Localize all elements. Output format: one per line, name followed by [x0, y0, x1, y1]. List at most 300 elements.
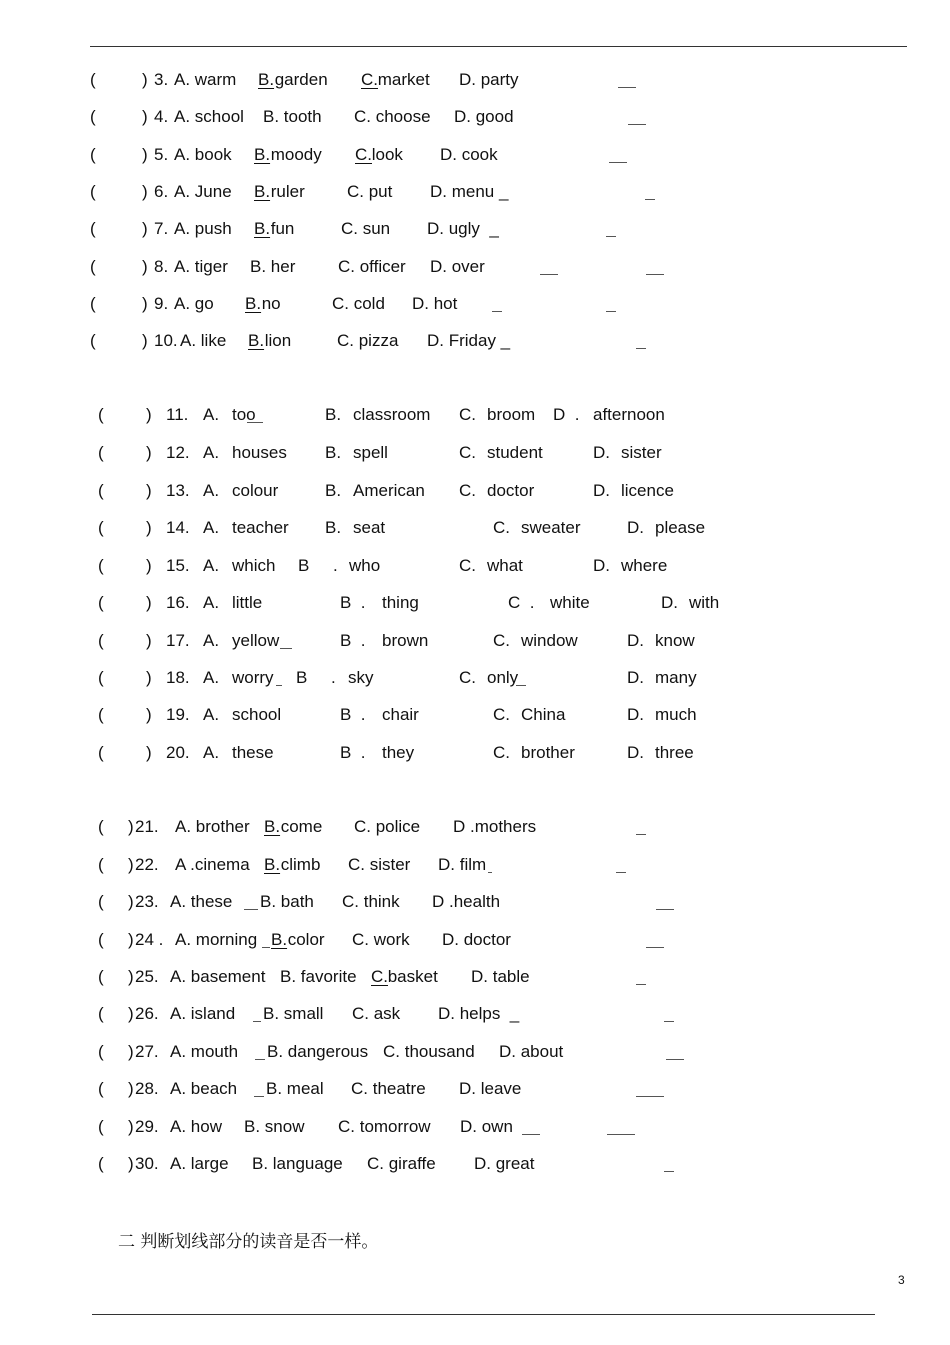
question-number: 8. — [154, 257, 169, 276]
question-number: 7. — [154, 219, 169, 238]
option-text: window — [521, 631, 578, 650]
option-text: B. — [325, 405, 342, 424]
answer-paren-close: ) — [146, 631, 152, 650]
option-text: brown — [382, 631, 429, 650]
answer-paren-open: ( — [90, 219, 96, 238]
option-text: C. — [493, 705, 510, 724]
option-text: A. — [203, 481, 220, 500]
option-text: chair — [382, 705, 419, 724]
answer-paren-close: ) — [146, 743, 152, 762]
answer-paren-close: ) — [142, 182, 148, 201]
question-number: 13. — [166, 481, 190, 500]
answer-blank-line — [628, 124, 646, 125]
option-text: A. — [203, 631, 220, 650]
option-text: C. sister — [348, 855, 411, 874]
option-text: B. — [254, 219, 271, 238]
option-text: A. — [203, 556, 220, 575]
option-text: D. cook — [440, 145, 498, 164]
option-text: come — [276, 817, 323, 836]
option-text: A. mouth — [170, 1042, 239, 1061]
option-text: C. — [493, 743, 510, 762]
question-row — [0, 69, 950, 91]
question-row — [0, 891, 950, 913]
option-text: B . — [298, 556, 338, 575]
option-text: A. morning — [175, 930, 258, 949]
option-text: D. — [593, 443, 610, 462]
answer-blank-line — [618, 87, 636, 88]
answer-paren-open: ( — [98, 481, 104, 500]
answer-paren-close: ) — [128, 1004, 134, 1023]
option-text: A. — [203, 443, 220, 462]
answer-blank-line — [606, 236, 616, 237]
option-text: A. tiger — [174, 257, 228, 276]
answer-paren-close: ) — [146, 593, 152, 612]
option-text: they — [382, 743, 415, 762]
option-text: broom — [487, 405, 536, 424]
option-text: yellow — [232, 631, 280, 650]
answer-paren-open: ( — [98, 405, 104, 424]
question-number: 24 . — [135, 930, 164, 949]
answer-paren-open: ( — [98, 743, 104, 762]
option-text: C. — [459, 443, 476, 462]
option-text: D. — [627, 705, 644, 724]
option-text: D. party — [459, 70, 519, 89]
answer-blank-line — [488, 872, 492, 873]
option-text: A. — [203, 668, 220, 687]
answer-paren-open: ( — [98, 1117, 104, 1136]
question-number: 4. — [154, 107, 169, 126]
question-number: 6. — [154, 182, 169, 201]
answer-paren-open: ( — [90, 145, 96, 164]
answer-paren-open: ( — [98, 892, 104, 911]
answer-blank-line — [609, 162, 627, 163]
answer-paren-open: ( — [98, 817, 104, 836]
answer-blank-line — [646, 947, 664, 948]
answer-paren-close: ) — [128, 1079, 134, 1098]
option-text: A. June — [174, 182, 232, 201]
option-text: D. leave — [459, 1079, 522, 1098]
question-row — [0, 517, 950, 539]
option-text: A. like — [180, 331, 227, 350]
question-number: 19. — [166, 705, 190, 724]
option-text: C. police — [354, 817, 421, 836]
question-number: 3. — [154, 70, 169, 89]
answer-paren-open: ( — [98, 1079, 104, 1098]
answer-paren-open: ( — [98, 855, 104, 874]
option-text: lion — [260, 331, 292, 350]
option-text: A. push — [174, 219, 232, 238]
question-number: 27. — [135, 1042, 159, 1061]
option-text: D. — [627, 668, 644, 687]
option-text: C. — [459, 556, 476, 575]
option-text: look — [367, 145, 403, 164]
option-text: C. — [493, 631, 510, 650]
answer-paren-open: ( — [98, 705, 104, 724]
option-text: B. bath — [260, 892, 314, 911]
question-number: 9. — [154, 294, 169, 313]
answer-paren-close: ) — [142, 145, 148, 164]
option-text: C. tomorrow — [338, 1117, 431, 1136]
option-text: C. — [355, 145, 372, 164]
answer-paren-open: ( — [90, 257, 96, 276]
answer-paren-open: ( — [90, 182, 96, 201]
option-text: B. snow — [244, 1117, 305, 1136]
question-row — [0, 1041, 950, 1063]
question-number: 21. — [135, 817, 159, 836]
option-text: fun — [266, 219, 295, 238]
question-number: 17. — [166, 631, 190, 650]
question-number: 18. — [166, 668, 190, 687]
option-text: A. — [203, 593, 220, 612]
answer-paren-close: ) — [146, 481, 152, 500]
option-text: C. ask — [352, 1004, 401, 1023]
option-text: no — [257, 294, 281, 313]
question-row — [0, 480, 950, 502]
option-text: B. — [325, 518, 342, 537]
question-row — [0, 816, 950, 838]
question-row — [0, 592, 950, 614]
option-text: B. language — [252, 1154, 343, 1173]
option-text: A. island — [170, 1004, 236, 1023]
option-text: B. — [254, 182, 271, 201]
question-number: 15. — [166, 556, 190, 575]
answer-blank-line — [522, 1134, 540, 1135]
answer-paren-open: ( — [98, 443, 104, 462]
option-text: doctor — [487, 481, 535, 500]
question-number: 25. — [135, 967, 159, 986]
answer-paren-close: ) — [146, 705, 152, 724]
answer-blank-line — [616, 872, 626, 873]
answer-blank-line — [636, 348, 646, 349]
page-number: 3 — [898, 1273, 905, 1287]
answer-blank-line — [492, 311, 502, 312]
question-number: 26. — [135, 1004, 159, 1023]
answer-paren-close: ) — [146, 405, 152, 424]
option-text: C. — [459, 668, 476, 687]
option-text: market — [373, 70, 430, 89]
option-text: with — [689, 593, 720, 612]
option-text: B. — [264, 817, 281, 836]
question-number: 23. — [135, 892, 159, 911]
bottom-rule — [92, 1314, 875, 1315]
option-text: A. — [203, 405, 220, 424]
answer-blank-line — [664, 1021, 674, 1022]
option-text: A. large — [170, 1154, 229, 1173]
option-text: brother — [521, 743, 575, 762]
question-row — [0, 330, 950, 352]
option-text: little — [232, 593, 263, 612]
option-text: houses — [232, 443, 287, 462]
option-text: C. — [459, 481, 476, 500]
option-text: C. put — [347, 182, 393, 201]
answer-blank-line — [247, 422, 263, 423]
option-text: D. table — [471, 967, 530, 986]
question-row — [0, 704, 950, 726]
question-row — [0, 144, 950, 166]
option-text: D. film — [438, 855, 487, 874]
option-text: classroom — [353, 405, 431, 424]
answer-paren-open: ( — [98, 1004, 104, 1023]
answer-blank-line — [516, 685, 526, 686]
option-text: sweater — [521, 518, 581, 537]
option-text: D. good — [454, 107, 514, 126]
answer-paren-close: ) — [128, 1117, 134, 1136]
option-text: spell — [353, 443, 388, 462]
option-text: student — [487, 443, 543, 462]
answer-paren-close: ) — [142, 331, 148, 350]
answer-paren-close: ) — [146, 556, 152, 575]
answer-blank-line — [244, 909, 258, 910]
option-text: ruler — [266, 182, 305, 201]
option-text: A. — [203, 705, 220, 724]
option-text: C . — [508, 593, 535, 612]
option-text: D. — [627, 631, 644, 650]
question-row — [0, 218, 950, 240]
option-text: D. Friday _ — [427, 331, 511, 350]
option-text: know — [655, 631, 695, 650]
question-row — [0, 442, 950, 464]
answer-paren-open: ( — [98, 518, 104, 537]
question-row — [0, 929, 950, 951]
option-text: A. basement — [170, 967, 266, 986]
question-row — [0, 1078, 950, 1100]
option-text: B. — [248, 331, 265, 350]
answer-blank-line — [254, 1096, 264, 1097]
option-text: licence — [621, 481, 674, 500]
option-text: D. — [627, 518, 644, 537]
option-text: many — [655, 668, 697, 687]
top-rule — [90, 46, 907, 47]
option-text: school — [232, 705, 282, 724]
option-text: D. own — [460, 1117, 513, 1136]
option-text: C. sun — [341, 219, 391, 238]
answer-blank-line — [255, 1059, 265, 1060]
question-row — [0, 404, 950, 426]
option-text: A. school — [174, 107, 244, 126]
answer-paren-open: ( — [98, 556, 104, 575]
option-text: A. brother — [175, 817, 250, 836]
option-text: sky — [348, 668, 374, 687]
answer-paren-close: ) — [142, 294, 148, 313]
option-text: D. — [593, 481, 610, 500]
option-text: D. ugly _ — [427, 219, 499, 238]
option-text: colour — [232, 481, 279, 500]
option-text: D. about — [499, 1042, 564, 1061]
answer-blank-line — [280, 648, 292, 649]
question-row — [0, 1153, 950, 1175]
option-text: too — [232, 405, 256, 424]
question-row — [0, 555, 950, 577]
question-row — [0, 1116, 950, 1138]
option-text: sister — [621, 443, 662, 462]
option-text: B . — [340, 743, 366, 762]
option-text: C. cold — [332, 294, 385, 313]
answer-paren-open: ( — [90, 70, 96, 89]
option-text: A. — [203, 518, 220, 537]
answer-blank-line — [664, 1171, 674, 1172]
option-text: what — [487, 556, 523, 575]
option-text: C. — [493, 518, 510, 537]
option-text: thing — [382, 593, 419, 612]
question-row — [0, 854, 950, 876]
option-text: C. — [361, 70, 378, 89]
option-text: B. tooth — [263, 107, 322, 126]
answer-blank-line — [262, 947, 270, 948]
answer-blank-line — [636, 1096, 664, 1097]
option-text: D .health — [432, 892, 501, 911]
answer-paren-open: ( — [98, 593, 104, 612]
question-number: 12. — [166, 443, 190, 462]
option-text: A .cinema — [175, 855, 250, 874]
option-text: B. dangerous — [267, 1042, 369, 1061]
option-text: B . — [340, 631, 366, 650]
answer-paren-open: ( — [98, 1154, 104, 1173]
answer-blank-line — [607, 1134, 635, 1135]
question-number: 10. — [154, 331, 178, 350]
option-text: white — [550, 593, 590, 612]
question-row — [0, 742, 950, 764]
option-text: much — [655, 705, 697, 724]
answer-paren-close: ) — [146, 443, 152, 462]
option-text: B. meal — [266, 1079, 324, 1098]
option-text: who — [349, 556, 381, 575]
question-number: 20. — [166, 743, 190, 762]
option-text: which — [232, 556, 276, 575]
question-number: 30. — [135, 1154, 159, 1173]
option-text: D . — [553, 405, 580, 424]
answer-paren-close: ) — [146, 518, 152, 537]
option-text: B. — [325, 443, 342, 462]
option-text: B. — [254, 145, 271, 164]
answer-paren-close: ) — [128, 1042, 134, 1061]
answer-blank-line — [636, 984, 646, 985]
answer-paren-close: ) — [128, 817, 134, 836]
option-text: teacher — [232, 518, 289, 537]
option-text: garden — [270, 70, 328, 89]
option-text: B . — [340, 705, 366, 724]
option-text: B. her — [250, 257, 296, 276]
answer-paren-close: ) — [142, 257, 148, 276]
option-text: moody — [266, 145, 322, 164]
answer-paren-close: ) — [128, 930, 134, 949]
question-row — [0, 181, 950, 203]
option-text: D. doctor — [442, 930, 511, 949]
question-row — [0, 630, 950, 652]
option-text: D. — [593, 556, 610, 575]
answer-paren-open: ( — [90, 107, 96, 126]
option-text: B. favorite — [280, 967, 357, 986]
question-number: 5. — [154, 145, 169, 164]
question-number: 14. — [166, 518, 190, 537]
answer-paren-close: ) — [128, 967, 134, 986]
option-text: color — [283, 930, 325, 949]
option-text: these — [232, 743, 274, 762]
option-text: B. — [264, 855, 281, 874]
option-text: D .mothers — [453, 817, 537, 836]
answer-paren-open: ( — [90, 331, 96, 350]
answer-blank-line — [540, 274, 558, 275]
section-two-heading: 二 判断划线部分的读音是否一样。 — [118, 1232, 379, 1252]
option-text: D. great — [474, 1154, 535, 1173]
question-row — [0, 256, 950, 278]
option-text: D. over — [430, 257, 485, 276]
option-text: A. how — [170, 1117, 222, 1136]
option-text: C. work — [352, 930, 410, 949]
answer-paren-open: ( — [98, 631, 104, 650]
question-row — [0, 966, 950, 988]
option-text: please — [655, 518, 706, 537]
answer-paren-open: ( — [90, 294, 96, 313]
answer-blank-line — [666, 1059, 684, 1060]
option-text: C. officer — [338, 257, 406, 276]
answer-blank-line — [636, 834, 646, 835]
option-text: A. book — [174, 145, 232, 164]
option-text: C. choose — [354, 107, 431, 126]
question-number: 16. — [166, 593, 190, 612]
answer-paren-close: ) — [142, 107, 148, 126]
option-text: only — [487, 668, 519, 687]
option-text: C. pizza — [337, 331, 399, 350]
option-text: B. — [325, 481, 342, 500]
option-text: C. — [371, 967, 388, 986]
question-number: 22. — [135, 855, 159, 874]
option-text: worry — [232, 668, 274, 687]
option-text: D. hot — [412, 294, 458, 313]
answer-blank-line — [646, 274, 664, 275]
answer-paren-close: ) — [128, 1154, 134, 1173]
question-row — [0, 106, 950, 128]
question-number: 11. — [166, 405, 189, 424]
option-text: D. helps _ — [438, 1004, 520, 1023]
question-row — [0, 1003, 950, 1025]
option-text: three — [655, 743, 694, 762]
question-row — [0, 293, 950, 315]
option-text: seat — [353, 518, 386, 537]
answer-paren-close: ) — [142, 70, 148, 89]
answer-paren-close: ) — [128, 855, 134, 874]
option-text: C. thousand — [383, 1042, 475, 1061]
question-number: 28. — [135, 1079, 159, 1098]
option-text: A. these — [170, 892, 233, 911]
option-text: C. — [459, 405, 476, 424]
option-text: B. — [271, 930, 288, 949]
option-text: D. — [627, 743, 644, 762]
option-text: afternoon — [593, 405, 665, 424]
option-text: C. giraffe — [367, 1154, 436, 1173]
answer-blank-line — [645, 199, 655, 200]
answer-blank-line — [656, 909, 674, 910]
option-text: where — [621, 556, 668, 575]
option-text: A. warm — [174, 70, 237, 89]
option-text: B. — [258, 70, 275, 89]
option-text: A. — [203, 743, 220, 762]
question-row — [0, 667, 950, 689]
answer-blank-line — [253, 1021, 261, 1022]
option-text: A. beach — [170, 1079, 238, 1098]
answer-blank-line — [276, 685, 282, 686]
option-text: American — [353, 481, 425, 500]
option-text: D. — [661, 593, 678, 612]
question-number: 29. — [135, 1117, 159, 1136]
option-text: A. go — [174, 294, 214, 313]
option-text: China — [521, 705, 566, 724]
option-text: B. small — [263, 1004, 324, 1023]
option-text: C. theatre — [351, 1079, 426, 1098]
answer-paren-close: ) — [146, 668, 152, 687]
answer-paren-open: ( — [98, 967, 104, 986]
option-text: climb — [276, 855, 321, 874]
answer-paren-close: ) — [128, 892, 134, 911]
